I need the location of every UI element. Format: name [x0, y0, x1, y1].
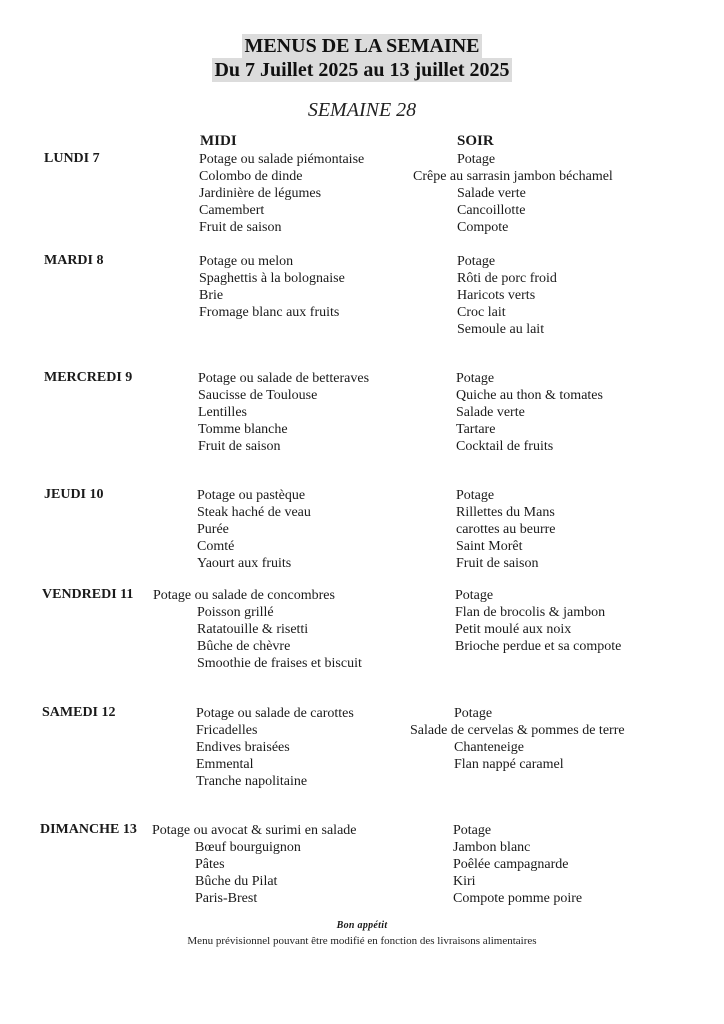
- midi-dish: Endives braisées: [196, 740, 290, 755]
- midi-dish: Saucisse de Toulouse: [198, 388, 318, 403]
- soir-dish: Rôti de porc froid: [457, 271, 557, 286]
- midi-dish: Potage ou salade de carottes: [196, 706, 354, 721]
- soir-dish: Compote: [457, 220, 509, 235]
- midi-dish: Purée: [197, 522, 229, 537]
- soir-dish: Compote pomme poire: [453, 891, 583, 906]
- week-label: SEMAINE 28: [307, 99, 417, 121]
- soir-dish: Potage: [456, 371, 495, 386]
- midi-dish: Potage ou salade de betteraves: [198, 371, 370, 386]
- bon-appetit: Bon appétit: [336, 920, 388, 931]
- soir-dish: Flan nappé caramel: [454, 757, 564, 772]
- midi-dish: Potage ou melon: [199, 254, 294, 269]
- midi-dish: Poisson grillé: [197, 605, 274, 620]
- midi-dish: Potage ou avocat & surimi en salade: [152, 823, 357, 838]
- soir-dish: Salade de cervelas & pommes de terre: [410, 723, 625, 738]
- soir-dish: Croc lait: [457, 305, 506, 320]
- soir-dish: carottes au beurre: [456, 522, 556, 537]
- midi-dish: Lentilles: [198, 405, 247, 420]
- soir-dish: Kiri: [453, 874, 476, 889]
- soir-dish: Petit moulé aux noix: [455, 622, 572, 637]
- midi-dish: Fromage blanc aux fruits: [199, 305, 340, 320]
- midi-dish: Ratatouille & risetti: [197, 622, 309, 637]
- midi-dish: Bûche de chèvre: [197, 639, 291, 654]
- soir-dish: Quiche au thon & tomates: [456, 388, 603, 403]
- soir-dish: Flan de brocolis & jambon: [455, 605, 606, 620]
- day-label: MERCREDI 9: [44, 370, 133, 385]
- soir-column-header: SOIR: [457, 133, 494, 149]
- midi-dish: Fricadelles: [196, 723, 258, 738]
- soir-dish: Cancoillotte: [457, 203, 526, 218]
- soir-dish: Jambon blanc: [453, 840, 531, 855]
- soir-dish: Potage: [456, 488, 495, 503]
- soir-dish: Saint Morêt: [456, 539, 523, 554]
- day-label: DIMANCHE 13: [40, 822, 137, 837]
- midi-dish: Yaourt aux fruits: [197, 556, 292, 571]
- midi-dish: Camembert: [199, 203, 265, 218]
- soir-dish: Crêpe au sarrasin jambon béchamel: [413, 169, 613, 184]
- midi-dish: Spaghettis à la bolognaise: [199, 271, 345, 286]
- midi-dish: Emmental: [196, 757, 254, 772]
- midi-dish: Potage ou salade piémontaise: [199, 152, 365, 167]
- soir-dish: Salade verte: [456, 405, 525, 420]
- midi-dish: Pâtes: [195, 857, 225, 872]
- day-label: VENDREDI 11: [42, 587, 134, 602]
- day-label: JEUDI 10: [44, 487, 104, 502]
- soir-dish: Semoule au lait: [457, 322, 545, 337]
- midi-dish: Potage ou pastèque: [197, 488, 306, 503]
- midi-dish: Smoothie de fraises et biscuit: [197, 656, 362, 671]
- page-title: MENUS DE LA SEMAINE: [244, 35, 480, 57]
- midi-dish: Comté: [197, 539, 235, 554]
- date-range: Du 7 Juillet 2025 au 13 juillet 2025: [214, 59, 510, 81]
- midi-dish: Colombo de dinde: [199, 169, 303, 184]
- day-label: MARDI 8: [44, 253, 104, 268]
- midi-dish: Paris-Brest: [195, 891, 258, 906]
- soir-dish: Potage: [455, 588, 494, 603]
- midi-dish: Jardinière de légumes: [199, 186, 322, 201]
- title-block: [0, 34, 724, 82]
- soir-dish: Potage: [457, 152, 496, 167]
- midi-dish: Bœuf bourguignon: [195, 840, 301, 855]
- soir-dish: Tartare: [456, 422, 496, 437]
- midi-dish: Steak haché de veau: [197, 505, 311, 520]
- footer-note: Menu prévisionnel pouvant être modifié en fonction des livraisons alimentaires: [187, 935, 537, 947]
- soir-dish: Chanteneige: [454, 740, 524, 755]
- midi-column-header: MIDI: [200, 133, 237, 149]
- soir-dish: Cocktail de fruits: [456, 439, 554, 454]
- soir-dish: Fruit de saison: [456, 556, 539, 571]
- midi-dish: Tranche napolitaine: [196, 774, 308, 789]
- soir-dish: Brioche perdue et sa compote: [455, 639, 622, 654]
- soir-dish: Salade verte: [457, 186, 526, 201]
- soir-dish: Poêlée campagnarde: [453, 857, 569, 872]
- midi-dish: Brie: [199, 288, 224, 303]
- day-label: SAMEDI 12: [42, 705, 116, 720]
- midi-dish: Potage ou salade de concombres: [153, 588, 335, 603]
- day-label: LUNDI 7: [44, 151, 100, 166]
- soir-dish: Haricots verts: [457, 288, 536, 303]
- soir-dish: Rillettes du Mans: [456, 505, 555, 520]
- midi-dish: Fruit de saison: [198, 439, 281, 454]
- midi-dish: Fruit de saison: [199, 220, 282, 235]
- soir-dish: Potage: [457, 254, 496, 269]
- soir-dish: Potage: [453, 823, 492, 838]
- midi-dish: Tomme blanche: [198, 422, 288, 437]
- soir-dish: Potage: [454, 706, 493, 721]
- midi-dish: Bûche du Pilat: [195, 874, 278, 889]
